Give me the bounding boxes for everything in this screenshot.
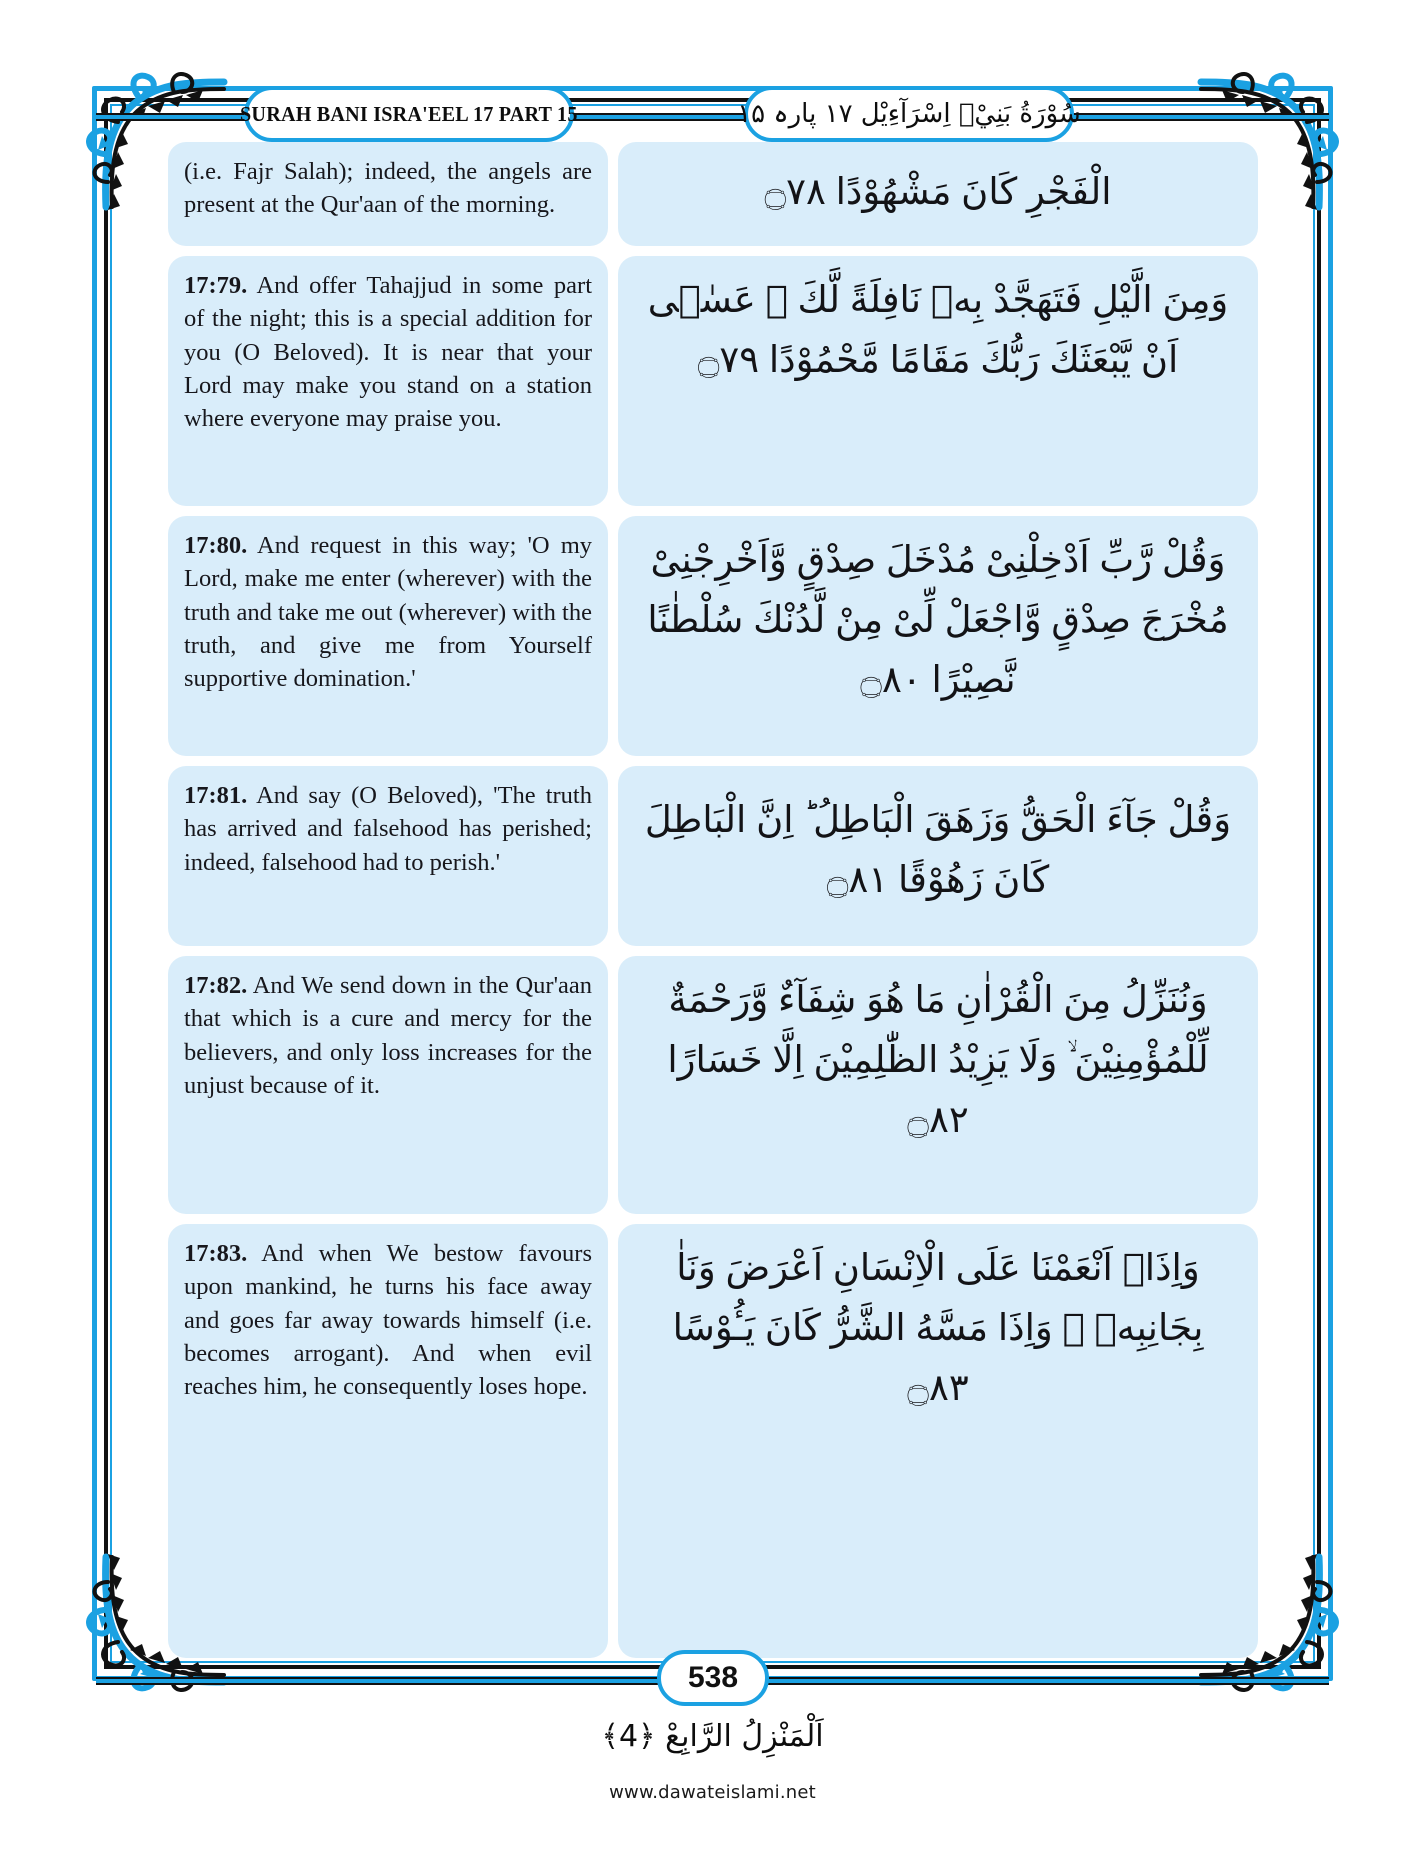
arabic-column (618, 142, 1258, 1638)
verse-ref: 17:79. (184, 272, 248, 299)
page-number: 538 (687, 1661, 739, 1694)
arabic-verse-card (618, 766, 1258, 946)
translation-card (168, 516, 608, 756)
verse-translation: And offer Tahajjud in some part of the night; this is a special addition for you (O Beloved). It is near that your Lord may make you stand on a station where everyone may praise you. (184, 272, 592, 433)
verse-grid (168, 142, 1258, 1638)
verse-translation: And say (O Beloved), 'The truth has arrived and falsehood has perished; indeed, falsehood had to perish.' (184, 782, 592, 876)
surah-title-arabic-pill (737, 86, 1081, 142)
verse-ref: 17:81. (184, 782, 248, 809)
arabic-verse-text: وَقُلْ رَّبِّ اَدْخِلْنِیْ مُدْخَلَ صِدْقٍ وَّاَخْرِجْنِیْ مُخْرَجَ صِدْقٍ وَّاجْعَلْ لِّیْ مِنْ لَّدُنْكَ سُلْطٰنًا نَّصِیْرًا ۝۸۰ (647, 538, 1229, 701)
arabic-verse-card (618, 1224, 1258, 1658)
manzil-label: اَلْمَنْزِلُ الرَّابِعْ ﴿4﴾ (601, 1719, 824, 1754)
verse-ref: 17:82. (184, 972, 248, 999)
arabic-verse-text: وَمِنَ الَّيْلِ فَتَهَجَّدْ بِهٖ نَافِلَةً لَّكَ ۖ عَسٰۤى اَنْ يَّبْعَثَكَ رَبُّكَ مَقَامًا مَّحْمُوْدًا ۝۷۹ (647, 278, 1229, 381)
page-footer (96, 1650, 1329, 1712)
surah-title-arabic: سُوْرَةُ بَنِيْۤ اِسْرَآءِيْل ۱۷ پارہ ۱۵ (737, 99, 1081, 129)
verse-translation: And request in this way; 'O my Lord, make me enter (wherever) with the truth and take me out (wherever) with the truth, and give me from Yourself supportive domination.' (184, 532, 593, 693)
page-header (96, 86, 1329, 148)
surah-title-english-pill (240, 86, 578, 142)
translation-card (168, 256, 608, 506)
translation-card (168, 1224, 608, 1658)
verse-translation: And We send down in the Qur'aan that which is a cure and mercy for the believers, and only loss increases for the unjust because of it. (184, 972, 592, 1099)
arabic-verse-card (618, 256, 1258, 506)
translation-card (168, 766, 608, 946)
page-number-pill (657, 1650, 769, 1706)
website-url: www.dawateislami.net (609, 1782, 816, 1803)
translation-card (168, 956, 608, 1214)
translation-column (168, 142, 608, 1638)
arabic-verse-text: وَاِذَاۤ اَنْعَمْنَا عَلَى الْاِنْسَانِ اَعْرَضَ وَنَاٰ بِجَانِبِهٖ ۚ وَاِذَا مَسَّهُ الشَّرُّ كَانَ یَـُٔوْسًا ۝۸۳ (672, 1246, 1204, 1409)
arabic-verse-text: وَنُنَزِّلُ مِنَ الْقُرْاٰنِ مَا هُوَ شِفَآءٌ وَّرَحْمَةٌ لِّلْمُؤْمِنِیْنَ ۙ وَلَا یَزِیْدُ الظّٰلِمِیْنَ اِلَّا خَسَارًا ۝۸۲ (667, 978, 1209, 1141)
arabic-verse-card (618, 142, 1258, 246)
surah-title-english: SURAH BANI ISRA'EEL 17 PART 15 (240, 101, 578, 126)
verse-ref: 17:80. (184, 532, 248, 559)
arabic-verse-text: وَقُلْ جَآءَ الْحَقُّ وَزَهَقَ الْبَاطِلُ ؕ اِنَّ الْبَاطِلَ كَانَ زَهُوْقًا ۝۸۱ (644, 798, 1232, 901)
arabic-verse-text: الْفَجْرِ كَانَ مَشْهُوْدًا ۝۷۸ (764, 170, 1112, 213)
translation-card (168, 142, 608, 246)
arabic-verse-card (618, 956, 1258, 1214)
verse-translation: And when We bestow favours upon mankind, he turns his face away and goes far away towards himself (i.e. becomes arrogant). And when evil reaches him, he consequently loses hope. (184, 1240, 592, 1401)
arabic-verse-card (618, 516, 1258, 756)
verse-ref: 17:83. (184, 1240, 248, 1267)
verse-translation: (i.e. Fajr Salah); indeed, the angels are present at the Qur'aan of the morning. (184, 158, 592, 219)
